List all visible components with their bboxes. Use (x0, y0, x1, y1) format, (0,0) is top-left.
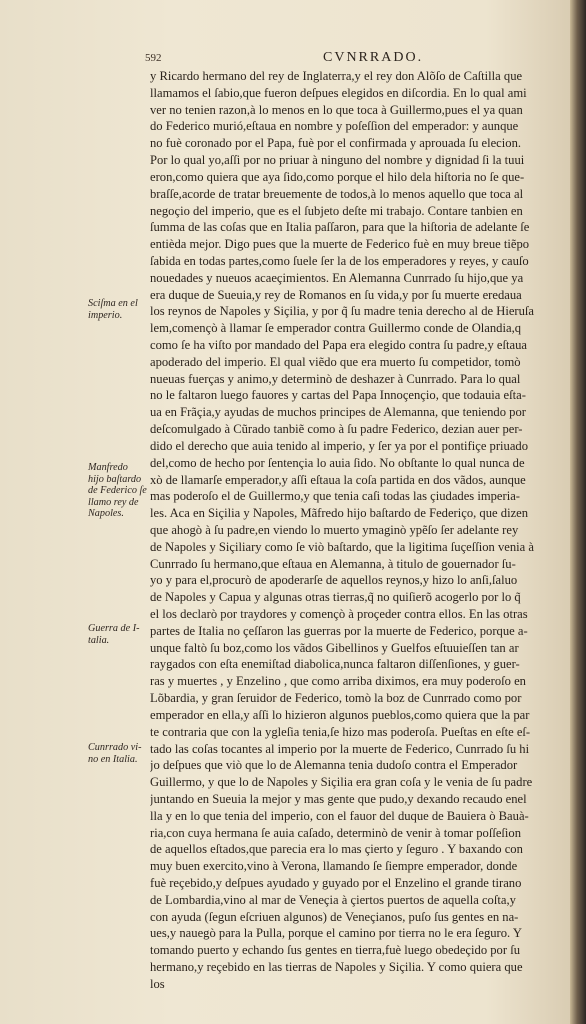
page-edge (570, 0, 586, 1024)
text-line: de Napoles y Capua y algunas otras tierras,q̃ no quiſierõ acogerlo por lo q̃ (150, 590, 521, 605)
text-line: llamamos el ſabio,que fueron deſpues elegidos en diſcordia. En lo qual ami (150, 85, 527, 100)
text-line: ues,y nauegò para la Pulla, porque el camino por tierra no le era ſeguro. Y (150, 926, 522, 941)
text-line: tomando puerto y echando ſus gentes en tierra,fuè luego obedeçido por ſu (150, 943, 520, 958)
text-line: deſcomulgado à Cũrado tanbiẽ como à ſu padre Federico, dezian auer per- (150, 422, 523, 437)
marginal-note-line: de Federico ſe (88, 485, 147, 496)
text-line: fuè reçebido,y deſpues ayudado y guyado por el Enzelino el grande tirano (150, 876, 522, 890)
text-line: y Ricardo hermano del rey de Inglaterra,y el rey don Alõſo de Caſtilla que (150, 69, 523, 83)
marginal-note-manfredo (88, 462, 158, 520)
text-line: ria,con cuya hermana ſe auia caſado, determinò de venir à tomar poſſeſion (150, 825, 522, 840)
text-line: do Federico murió,eſtaua en nombre y poſeſſion del emperador: y aunque (150, 119, 519, 134)
text-line: los reynos de Napoles y Siçilia, y por q̃ ſu madre tenia derecho al de Hieruſa (150, 304, 534, 319)
text-line: yo y para el,procurò de apoderarſe de aquellos reynos,y hizo lo anſi,ſaluo (150, 573, 518, 588)
text-line: ſumma de las coſas que en Italia paſſaron, para que la hiſtoria de adelante ſe (150, 220, 530, 235)
text-line: les. Aca en Siçilia y Napoles, Mãfredo hijo baſtardo de Federiço, que dizen (150, 506, 529, 521)
marginal-note-guerra (88, 623, 158, 646)
text-line: negoçio del imperio, que es el ſubjeto deſte mi trabajo. Contare tanbien en (150, 203, 523, 218)
marginal-note-line: llamo rey de (88, 496, 139, 508)
text-line: como ſe ha viſto por mandado del Papa era elegido contra ſu padre,y eſtaua (150, 338, 527, 352)
marginal-note-line: Sciſma en el (88, 298, 138, 309)
marginal-note-cisma (88, 298, 158, 321)
text-line: emperador en ella,y aſſi lo hizieron algunos pueblos,como quiera que la par (150, 707, 530, 722)
text-line: nueuas fuerças y animo,y determinò de deshazer à Cunrrado. Para lo qual (150, 371, 521, 386)
text-line: ua en Frãçia,y ayudas de muchos principes de Alemanna, que teniendo por (150, 405, 526, 420)
text-line: nouedades y nueuos acaeçimientos. En Alemanna Cunrrado ſu hijo,que ya (150, 270, 524, 285)
text-line: entièda mejor. Digo pues que la muerte de Federico fuè en muy breue tiẽpo (150, 237, 530, 252)
text-line: muy buen exercito,vino à Verona, llamando ſe ſiempre emperador, donde (150, 859, 518, 874)
text-line: xò de llamarſe emperador,y aſſi eſtaua la coſa partida en dos vãdos, aunque (150, 472, 526, 487)
text-line: ras y muertes , y Enzelino , que como arriba diximos, era muy poderoſo en (150, 674, 526, 689)
text-line: apoderado del imperio. El qual viẽdo que era muerto ſu competidor, tomò (150, 354, 521, 369)
page-header (145, 50, 572, 68)
marginal-note-line: no en Italia. (88, 753, 138, 765)
text-line: Lõbardia, y gran ſeruidor de Federico, tomò la boz de Cunrrado como por (150, 691, 522, 706)
marginal-note-line: Guerra de I- (88, 623, 140, 634)
text-line: los (150, 976, 165, 991)
text-line: de aquellos eſtados,que parecia era lo mas çierto y ſeguro . Y baxando con (150, 842, 523, 857)
marginal-note-line: hijo baſtardo (88, 473, 142, 485)
text-line: eron,como quiera que aya ſido,como porque el hilo dela hiſtoria no ſe que- (150, 169, 525, 184)
marginal-note-line: Manfredo (88, 462, 128, 473)
text-line: Por lo qual yo,aſſi por no priuar à ninguno del nombre y dignidad ſi la tuui (150, 153, 525, 168)
page-number: 592 (145, 52, 162, 64)
text-line: braſſe,acorde de tratar breuemente de todos,à lo menos aquello que toca al (150, 186, 524, 201)
text-line: dido el derecho que auia tenido al imperio, y ſer ya por el pontifiçe priuado (150, 438, 529, 453)
text-line: partes de Italia no çeſſaron las guerras por la muerte de Federico, porque a- (150, 623, 528, 638)
text-line: el los declarò por traydores y començò à proçeder contra ellos. En las otras (150, 607, 528, 621)
text-line: lla y en lo que tenia del imperio, con el fauor del duque de Bauiera ò Bauà- (150, 808, 529, 823)
text-line: no le faltaron luego fauores y cartas del Papa Innoçençio, que todauia eſta- (150, 388, 526, 403)
text-line: que ahogò à ſu padre,en viendo lo muerto ymaginò ypẽſo ſer adelante rey (150, 522, 519, 537)
body-text (150, 68, 570, 993)
text-line: juntando en Sueuia la mejor y mas gente que pudo,y dexando recaudo enel (150, 791, 527, 806)
text-line: era duque de Sueuia,y rey de Romanos en ſu vida,y por ſu muerte eredaua (150, 287, 522, 302)
text-line: de Napoles y Siçiliary como ſe viò baſtardo, que la ligitima ſuçeſſion venia à (150, 539, 534, 554)
text-line: ver no tenien razon,à lo menos en lo que toca à Guillermo,pues el ya quan (150, 102, 523, 117)
text-line: raygados con eſta enemiſtad diabolica,nunca faltaron diſſenſiones, y guer- (150, 657, 520, 672)
text-line: de Lombardia,vino al mar de Veneçia à çiertos puertos de aquella coſta,y (150, 892, 516, 907)
text-line: unque faltò ſu boz,como los vãdos Gibellinos y Guelfos eſtuuieſſen tan ar (150, 640, 519, 655)
marginal-note-line: talia. (88, 634, 110, 646)
text-line: Guillermo, y que lo de Napoles y Siçilia era gran coſa y le venia de ſu padre (150, 775, 533, 790)
marginal-note-line: imperio. (88, 309, 123, 321)
running-head: CVNRRADO. (323, 50, 424, 65)
text-line: del,como de hecho por ſentençia lo auia ſido. No obſtante lo qual nunca de (150, 455, 525, 470)
text-line: jo deſpues que viò que lo de Alemanna tenia dudoſo contra el Emperador (150, 758, 518, 773)
text-line: con ayuda (ſegun eſcriuen algunos) de Veneçianos, puſo ſus gentes en na- (150, 909, 519, 924)
text-line: hermano,y reçebido en las tierras de Napoles y Siçilia. Y como quiera que (150, 960, 523, 975)
text-line: te contraria que con la ygleſia tenia,ſe hizo mas poderoſa. Pueſtas en eſte eſ- (150, 724, 531, 739)
text-line: no fuè coronado por el Papa, fuè por el confirmada y aprouada ſu elecion. (150, 136, 522, 151)
text-line: ſabida en todas partes,como ſuele ſer la de los emperadores y reyes, y cauſo (150, 253, 529, 268)
text-line: lem,començò à llamar ſe emperador contra Guillermo conde de Olandia,q (150, 321, 522, 336)
marginal-note-line: Cunrrado vi- (88, 742, 142, 753)
text-line: mas poderoſo el de Guillermo,y que tenia caſi todas las çiudades imperia- (150, 489, 520, 504)
text-line: Cunrrado ſu hermano,que eſtaua en Alemanna, à titulo de gouernador ſu- (150, 556, 516, 571)
marginal-note-line: Napoles. (88, 508, 124, 519)
text-line: tado las coſas tocantes al imperio por la muerte de Federico, Cunrrado ſu hi (150, 741, 530, 756)
marginal-note-cunrrado (88, 742, 158, 765)
